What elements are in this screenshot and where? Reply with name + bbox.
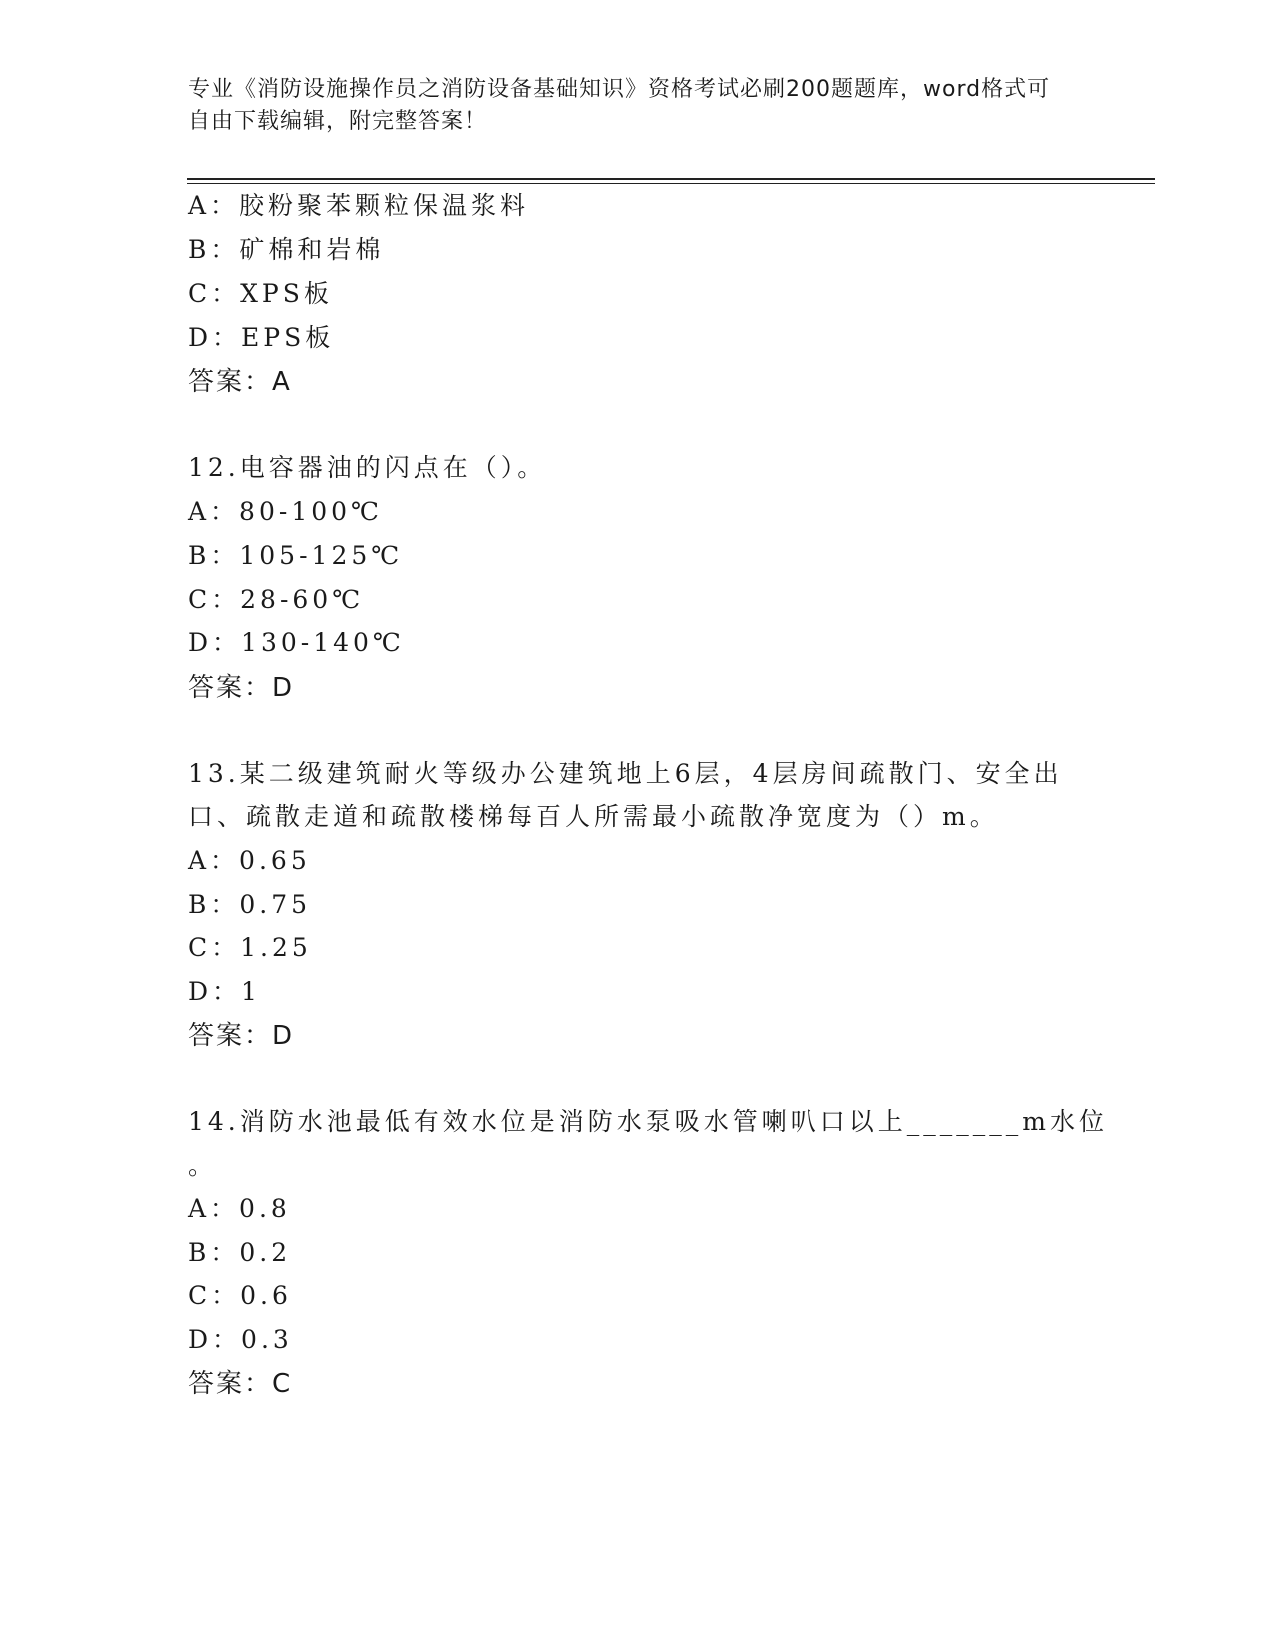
q13-question-line1: 13.某二级建筑耐火等级办公建筑地上6层，4层房间疏散门、安全出 <box>188 759 1063 788</box>
q11-option-d: D：EPS板 <box>188 323 335 352</box>
q14-question-line1: 14.消防水池最低有效水位是消防水泵吸水管喇叭口以上_______m水位 <box>188 1107 1108 1136</box>
header-rule-thin <box>187 183 1155 184</box>
q14-option-a: A：0.8 <box>188 1194 291 1223</box>
q11-answer: 答案：A <box>188 367 292 397</box>
q12-answer: 答案：D <box>188 673 295 703</box>
q12-option-b: B：105-125℃ <box>188 541 404 570</box>
q13-option-d: D：1 <box>188 977 261 1006</box>
q13-answer: 答案：D <box>188 1021 295 1051</box>
q12-question: 12.电容器油的闪点在（）。 <box>188 453 547 482</box>
q12-option-d: D：130-140℃ <box>188 628 405 657</box>
q11-option-a: A：胶粉聚苯颗粒保温浆料 <box>188 191 530 220</box>
q13-question-line2: 口、疏散走道和疏散楼梯每百人所需最小疏散净宽度为（）m。 <box>188 802 999 831</box>
q11-option-c: C：XPS板 <box>188 279 333 308</box>
q12-option-a: A：80-100℃ <box>188 497 383 526</box>
q14-option-c: C：0.6 <box>188 1281 292 1310</box>
q13-option-a: A：0.65 <box>188 846 311 875</box>
document-header: 专业《消防设施操作员之消防设备基础知识》资格考试必刷200题题库，word格式可自由下载编辑，附完整答案！ <box>188 77 1051 134</box>
q14-question-line2: 。 <box>188 1151 218 1180</box>
q14-option-d: D：0.3 <box>188 1325 293 1354</box>
q13-option-b: B：0.75 <box>188 890 312 919</box>
q13-option-c: C：1.25 <box>188 933 312 962</box>
q14-option-b: B：0.2 <box>188 1238 292 1267</box>
header-rule-thick <box>187 178 1155 180</box>
q11-option-b: B：矿棉和岩棉 <box>188 235 385 264</box>
q12-option-c: C：28-60℃ <box>188 585 365 614</box>
q14-answer: 答案：C <box>188 1369 293 1399</box>
